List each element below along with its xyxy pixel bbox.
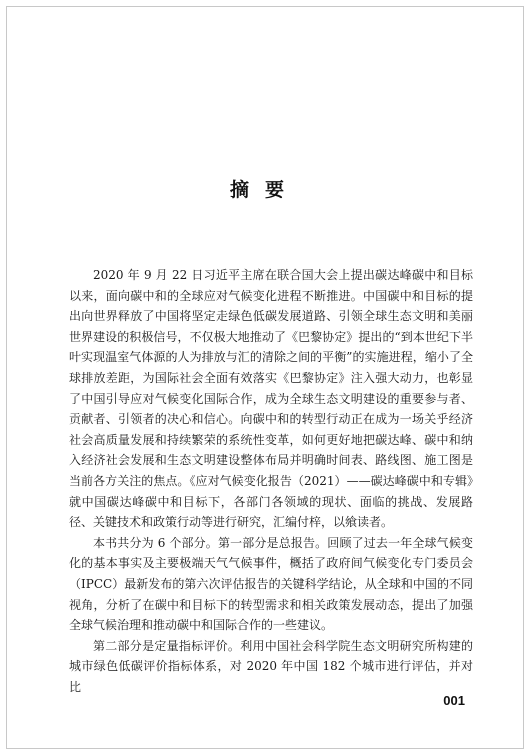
paragraph-1: 2020 年 9 月 22 日习近平主席在联合国大会上提出碳达峰碳中和目标以来，面向碳中和的全球应对气候变化进程不断推进。中国碳中和目标的提出向世界释放了中国将坚定走绿色低碳发展道路、引领全球生态文明和美丽世界建设的积极信号，不仅极大地推动了《巴黎协定》提出的“到本世纪下半叶实现温室气体源的人为排放与汇的清除之间的平衡”的实施进程，缩小了全球排放差距，为国际社会全面有效落实《巴黎协定》注入强大动力，也彰显了中国引导应对气候变化国际合作，成为全球生态文明建设的重要参与者、贡献者、引领者的决心和信心。向碳中和的转型行动正在成为一场关乎经济社会高质量发展和持续繁荣的系统性变革，如何更好地把碳达峰、碳中和纳入经济社会发展和生态文明建设整体布局并明确时间表、路线图、施工图是当前各方关注的焦点。《应对气候变化报告（2021）——碳达峰碳中和专辑》就中国碳达峰碳中和目标下，各部门各领域的现状、面临的挑战、发展路径、关键技术和政策行动等进行研究，汇编付梓，以飨读者。 [69,268,473,530]
paragraph-2: 本书共分为 6 个部分。第一部分是总报告。回顾了过去一年全球气候变化的基本事实及主要极端天气气候事件，概括了政府间气候变化专门委员会（IPCC）最新发布的第六次评估报告的关键科学结论，从全球和中国的不同视角，分析了在碳中和目标下的转型需求和相关政策发展动态，提出了加强全球气候治理和推动碳中和国际合作的一些建议。 [69,535,473,633]
page-title: 摘要 [229,179,300,201]
document-page [6,6,524,749]
paragraph-3: 第二部分是定量指标评价。利用中国社会科学院生态文明研究所构建的城市绿色低碳评价指标体系，对 2020 年中国 182 个城市进行评估，并对比 [69,638,473,694]
body-text [69,265,473,697]
page-number: 001 [443,693,465,708]
